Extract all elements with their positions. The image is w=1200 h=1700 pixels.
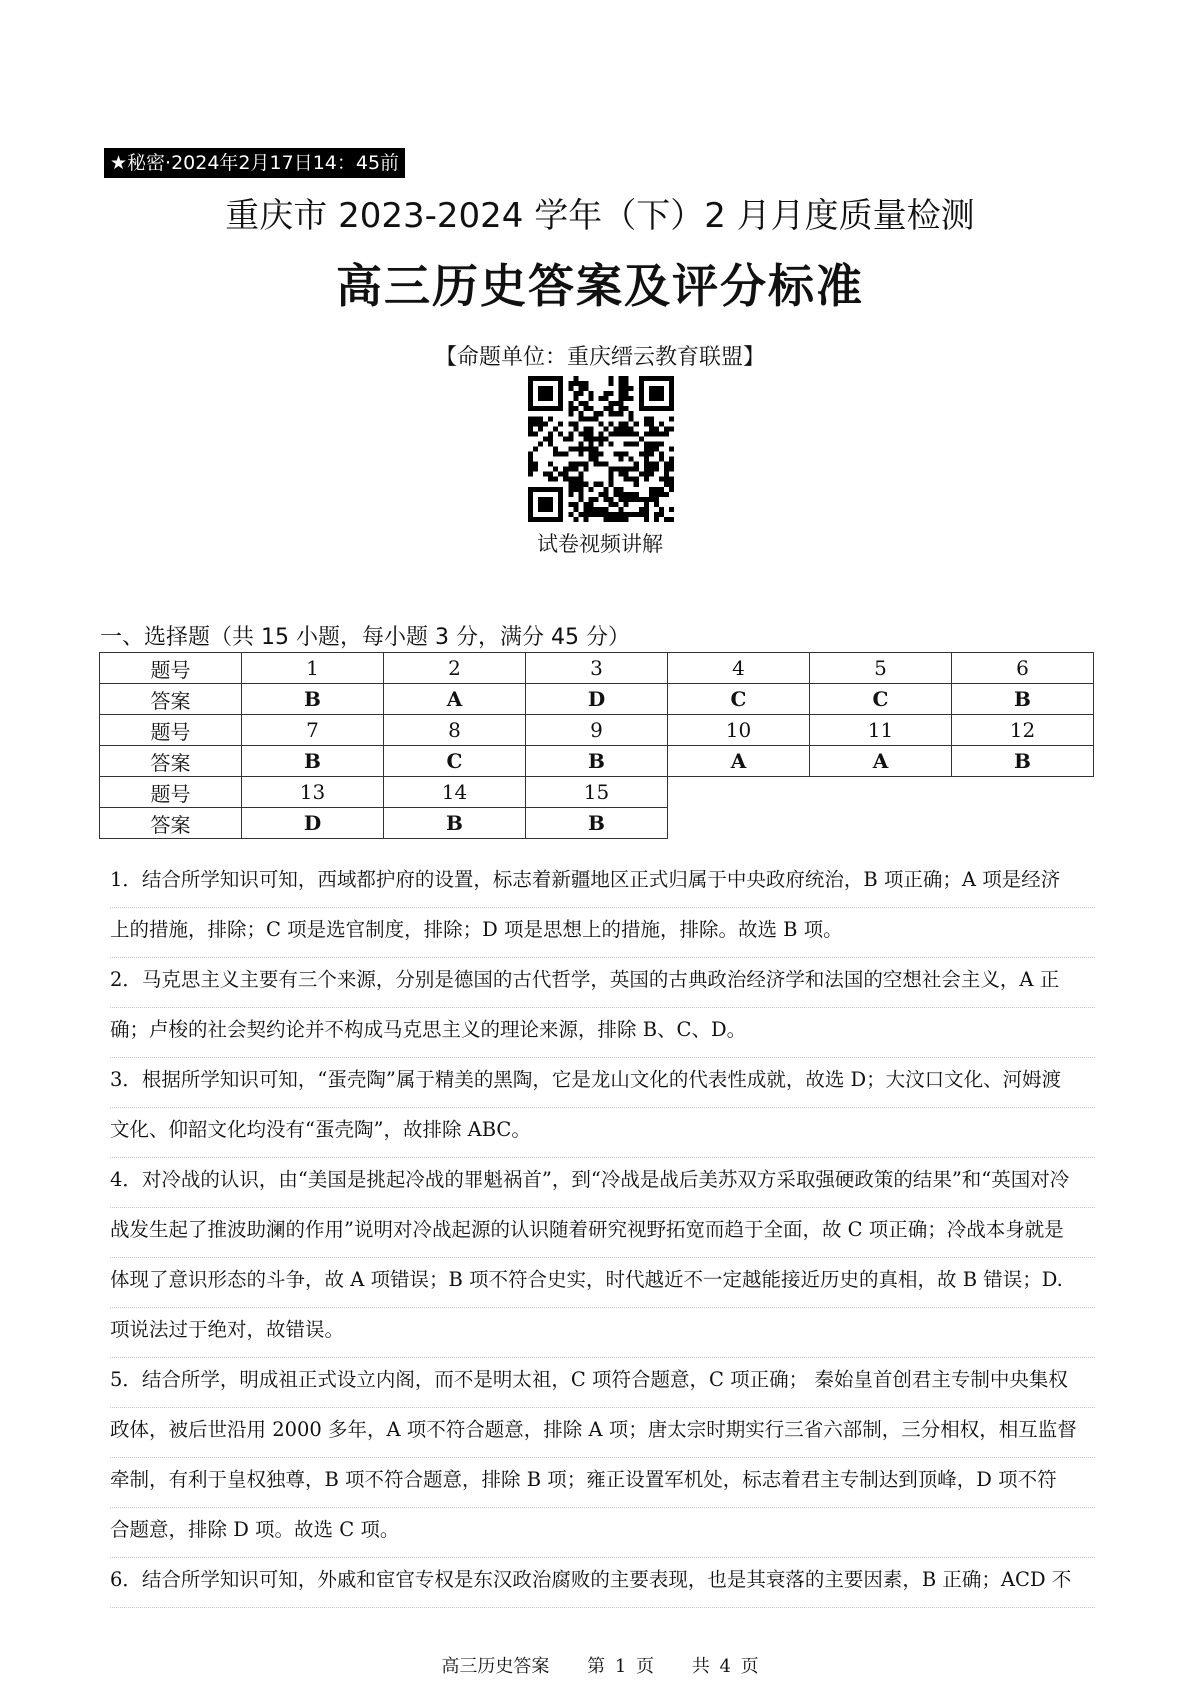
empty-cell bbox=[952, 777, 1094, 808]
exam-title: 重庆市 2023-2024 学年（下）2 月月度质量检测 bbox=[225, 196, 975, 236]
table-row-questions bbox=[100, 653, 1094, 684]
row-label: 答案 bbox=[100, 684, 242, 715]
empty-cell bbox=[668, 808, 810, 839]
row-label: 题号 bbox=[100, 653, 242, 684]
explanation-line: 1．结合所学知识可知，西域都护府的设置，标志着新疆地区正式归属于中央政府统治，B 项正确；A 项是经济 bbox=[110, 858, 1095, 908]
question-number: 5 bbox=[810, 653, 952, 684]
explanation-line: 3．根据所学知识可知，“蛋壳陶”属于精美的黑陶，它是龙山文化的代表性成就，故选 D；大汶口文化、河姆渡 bbox=[110, 1058, 1095, 1108]
empty-cell bbox=[810, 808, 952, 839]
row-label: 答案 bbox=[100, 746, 242, 777]
answer-cell: C bbox=[668, 684, 810, 715]
question-number: 13 bbox=[242, 777, 384, 808]
explanation-line: 牵制，有利于皇权独尊，B 项不符合题意，排除 B 项；雍正设置军机处，标志着君主专制达到顶峰，D 项不符 bbox=[110, 1458, 1095, 1508]
question-number: 2 bbox=[384, 653, 526, 684]
explanations bbox=[110, 858, 1095, 1608]
organizer-line: 【命题单位：重庆缙云教育联盟】 bbox=[434, 345, 765, 370]
answer-cell: B bbox=[242, 684, 384, 715]
explanation-line: 项说法过于绝对，故错误。 bbox=[110, 1308, 1095, 1358]
table-row-answers bbox=[100, 684, 1094, 715]
answer-table bbox=[99, 652, 1094, 839]
explanation-line: 5．结合所学，明成祖正式设立内阁，而不是明太祖，C 项符合题意，C 项正确； 秦始皇首创君主专制中央集权 bbox=[110, 1358, 1095, 1408]
answer-cell: B bbox=[384, 808, 526, 839]
question-number: 3 bbox=[526, 653, 668, 684]
answer-cell: A bbox=[384, 684, 526, 715]
answer-cell: C bbox=[384, 746, 526, 777]
table-row-answers bbox=[100, 746, 1094, 777]
answer-cell: B bbox=[526, 808, 668, 839]
table-row-answers bbox=[100, 808, 1094, 839]
footer-page-number: 第 1 页 bbox=[587, 1656, 654, 1677]
table-row-questions bbox=[100, 715, 1094, 746]
answer-cell: B bbox=[952, 746, 1094, 777]
row-label: 题号 bbox=[100, 777, 242, 808]
table-row-questions bbox=[100, 777, 1094, 808]
answer-cell: D bbox=[526, 684, 668, 715]
page-title: 高三历史答案及评分标准 bbox=[336, 259, 864, 313]
explanation-line: 6．结合所学知识可知，外戚和宦官专权是东汉政治腐败的主要表现，也是其衰落的主要因素，B 正确；ACD 不 bbox=[110, 1558, 1095, 1608]
footer-subject: 高三历史答案 bbox=[441, 1656, 550, 1677]
question-number: 8 bbox=[384, 715, 526, 746]
qr-caption: 试卷视频讲解 bbox=[537, 532, 663, 556]
explanation-line: 上的措施，排除；C 项是选官制度，排除；D 项是思想上的措施，排除。故选 B 项。 bbox=[110, 908, 1095, 958]
empty-cell bbox=[668, 777, 810, 808]
empty-cell bbox=[952, 808, 1094, 839]
question-number: 15 bbox=[526, 777, 668, 808]
qr-code-icon[interactable] bbox=[528, 376, 674, 522]
question-number: 12 bbox=[952, 715, 1094, 746]
explanation-line: 政体，被后世沿用 2000 多年，A 项不符合题意，排除 A 项；唐太宗时期实行三省六部制，三分相权，相互监督 bbox=[110, 1408, 1095, 1458]
page-footer bbox=[0, 1652, 1200, 1678]
explanation-line: 战发生起了推波助澜的作用”说明对冷战起源的认识随着研究视野拓宽而趋于全面，故 C 项正确；冷战本身就是 bbox=[110, 1208, 1095, 1258]
question-number: 9 bbox=[526, 715, 668, 746]
explanation-line: 2．马克思主义主要有三个来源，分别是德国的古代哲学，英国的古典政治经济学和法国的空想社会主义，A 正 bbox=[110, 958, 1095, 1008]
question-number: 1 bbox=[242, 653, 384, 684]
question-number: 4 bbox=[668, 653, 810, 684]
question-number: 14 bbox=[384, 777, 526, 808]
answer-cell: C bbox=[810, 684, 952, 715]
row-label: 答案 bbox=[100, 808, 242, 839]
secret-badge: ★秘密·2024年2月17日14：45前 bbox=[104, 148, 405, 178]
answer-cell: B bbox=[952, 684, 1094, 715]
question-number: 7 bbox=[242, 715, 384, 746]
explanation-line: 体现了意识形态的斗争，故 A 项错误；B 项不符合史实，时代越近不一定越能接近历史的真相，故 B 错误；D. bbox=[110, 1258, 1095, 1308]
answer-cell: A bbox=[810, 746, 952, 777]
explanation-line: 文化、仰韶文化均没有“蛋壳陶”，故排除 ABC。 bbox=[110, 1108, 1095, 1158]
question-number: 11 bbox=[810, 715, 952, 746]
answer-cell: B bbox=[242, 746, 384, 777]
footer-total-pages: 共 4 页 bbox=[691, 1656, 759, 1677]
answer-cell: B bbox=[526, 746, 668, 777]
question-number: 10 bbox=[668, 715, 810, 746]
explanation-line: 4．对冷战的认识，由“美国是挑起冷战的罪魁祸首”，到“冷战是战后美苏双方采取强硬政策的结果”和“英国对冷 bbox=[110, 1158, 1095, 1208]
question-number: 6 bbox=[952, 653, 1094, 684]
explanation-line: 确；卢梭的社会契约论并不构成马克思主义的理论来源，排除 B、C、D。 bbox=[110, 1008, 1095, 1058]
answer-cell: D bbox=[242, 808, 384, 839]
explanation-line: 合题意，排除 D 项。故选 C 项。 bbox=[110, 1508, 1095, 1558]
section-heading: 一、选择题（共 15 小题，每小题 3 分，满分 45 分） bbox=[100, 625, 630, 650]
answer-cell: A bbox=[668, 746, 810, 777]
empty-cell bbox=[810, 777, 952, 808]
row-label: 题号 bbox=[100, 715, 242, 746]
